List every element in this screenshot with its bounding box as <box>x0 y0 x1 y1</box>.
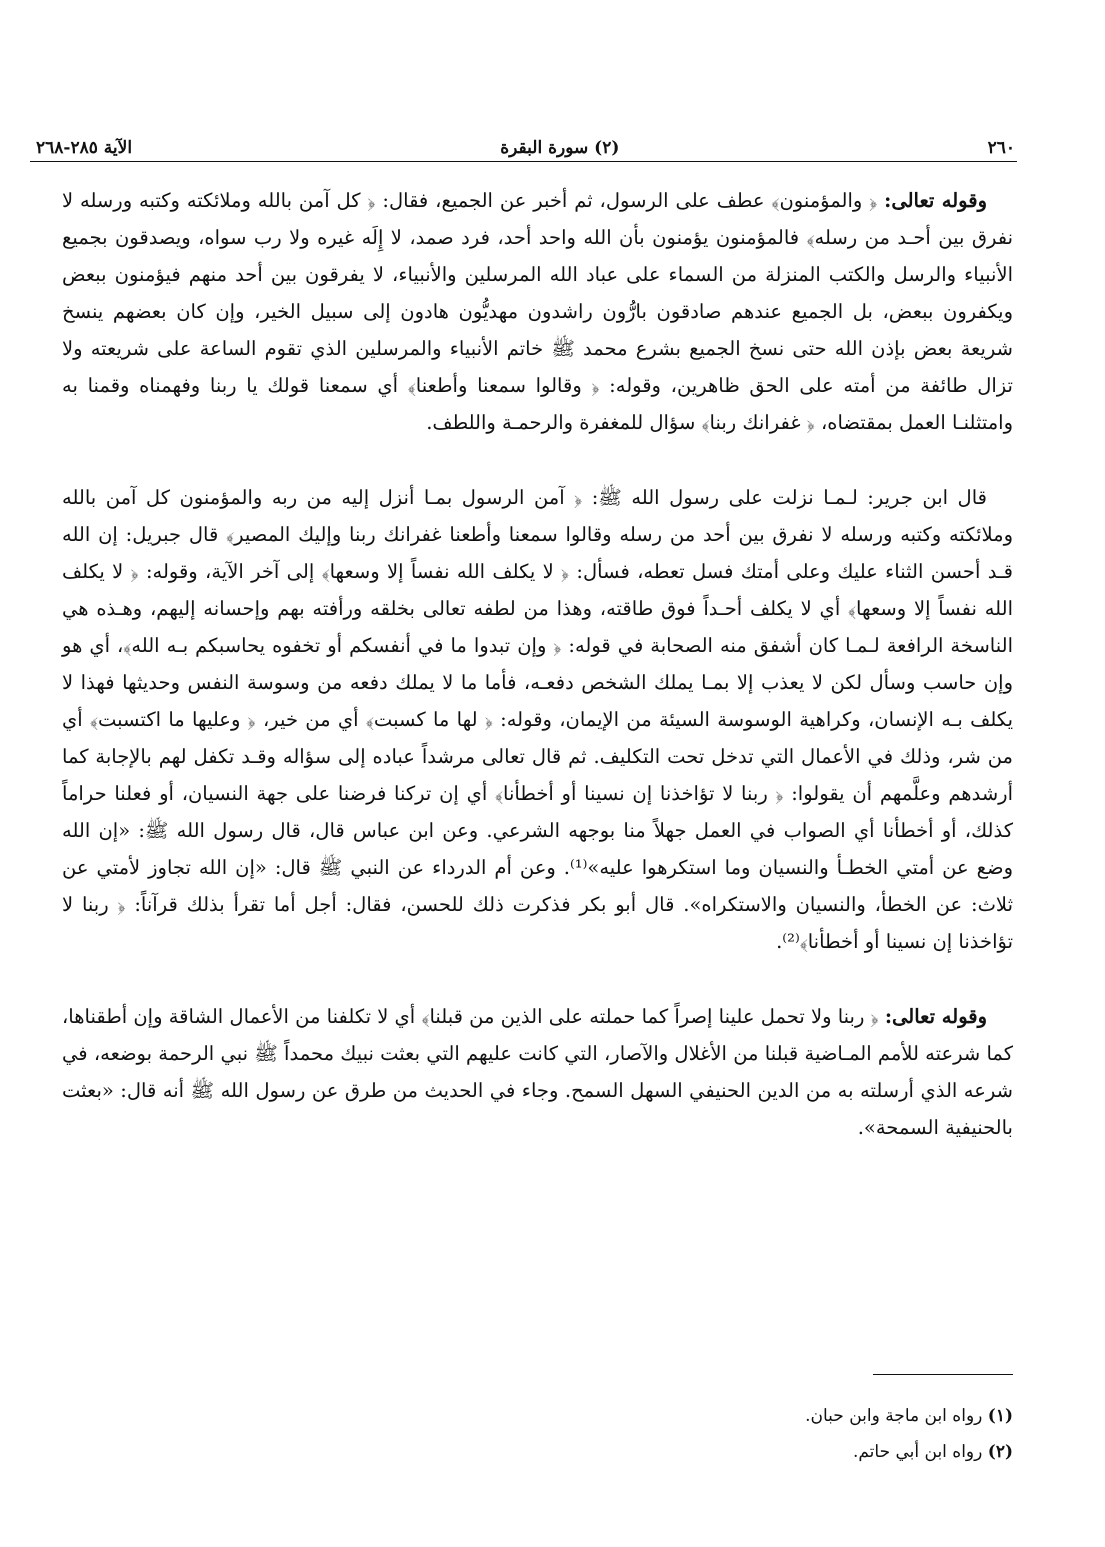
footnote-2 <box>62 1434 1013 1470</box>
paragraph-3 <box>62 998 1013 1146</box>
paragraph-body: قال ابن جرير: لـمـا نزلت على رسول الله ﷺ: ﴿ آمن الرسول بمـا أنزل إليه من ربه والمؤمنون كل آمن بالله وملائكته وكتبه ورسله لا نفرق بين أحد من رسله وقالوا سمعنا وأطعنا غفرانك ربنا وإليك المصير﴾ قال جبريل: إن الله قـد أحسن الثناء عليك وعلى أمتك فسل تعطه، فسأل: ﴿ لا يكلف الله نفساً إلا وسعها﴾ إلى آخر الآية، وقوله: ﴿ لا يكلف الله نفساً إلا وسعها﴾ أي لا يكلف أحـداً فوق طاقته، وهذا من لطفه تعالى بخلقه ورأفته بهم وإحسانه إليهم، وهـذه هي الناسخة الرافعة لـمـا كان أشفق منه الصحابة في قوله: ﴿ وإن تبدوا ما في أنفسكم أو تخفوه يحاسبكم بـه الله﴾، أي هو وإن حاسب وسأل لكن لا يعذب إلا بمـا يملك الشخص دفعـه، فأما ما لا يملك دفعه من وسوسة النفس وحديثها فهذا لا يكلف بـه الإنسان، وكراهية الوسوسة السيئة من الإيمان، وقوله: ﴿ لها ما كسبت﴾ أي من خير، ﴿ وعليها ما اكتسبت﴾ أي من شر، وذلك في الأعمال التي تدخل تحت التكليف. ثم قال تعالى مرشداً عباده إلى سؤاله وقـد تكفل لهم بالإجابة كما أرشدهم وعلَّمهم أن يقولوا: ﴿ ربنا لا تؤاخذنا إن نسينا أو أخطأنا﴾ أي إن تركنا فرضنا على جهة النسيان، أو فعلنا حراماً كذلك، أو أخطأنا أي الصواب في العمل جهلاً منا بوجهه الشرعي. وعن ابن عباس قال، قال رسول الله ﷺ: «إن الله وضع عن أمتي الخطـأ والنسيان وما استكرهوا عليه»⁽¹⁾. وعن أم الدرداء عن النبي ﷺ قال: «إن الله تجاوز لأمتي عن ثلاث: عن الخطأ، والنسيان والاستكراه». قال أبو بكر فذكرت ذلك للحسن، فقال: أجل أما تقرأ بذلك قرآناً: ﴿ ربنا لا تؤاخذنا إن نسينا أو أخطأنا﴾⁽²⁾. <box>62 486 1013 953</box>
footnote-text: رواه ابن ماجة وابن حبان. <box>805 1406 988 1426</box>
paragraph-body: ﴿ والمؤمنون﴾ عطف على الرسول، ثم أخبر عن الجميع، فقال: ﴿ كل آمن بالله وملائكته وكتبه ورسله لا نفرق بين أحـد من رسله﴾ فالمؤمنون يؤمنون بأن الله واحد أحد، فرد صمد، لا إِلَه غيره ولا رب سواه، ويصدقون بجميع الأنبياء والرسل والكتب المنزلة من السماء على عباد الله المرسلين والأنبياء، لا يفرقون بين أحد منهم فيؤمنون ببعض ويكفرون ببعض، بل الجميع عندهم صادقون بارُّون راشدون مهديُّون هادون إلى سبيل الخير، وإن كان بعضهم ينسخ شريعة بعض بإذن الله حتى نسخ الجميع بشرع محمد ﷺ خاتم الأنبياء والمرسلين الذي تقوم الساعة على شريعته ولا تزال طائفة من أمته على الحق ظاهرين، وقوله: ﴿ وقالوا سمعنا وأطعنا﴾ أي سمعنا قولك يا ربنا وفهمناه وقمنا به وامتثلنـا العمل بمقتضاه، ﴿ غفرانك ربنا﴾ سؤال للمغفرة والرحمـة واللطف. <box>62 189 1013 434</box>
verse-range: الآية ٢٨٥-٢٦٨ <box>36 138 133 158</box>
footnote-number: (٢) <box>987 1442 1013 1462</box>
footnote-1 <box>62 1398 1013 1434</box>
paragraph-2 <box>62 479 1013 960</box>
footnote-text: رواه ابن أبي حاتم. <box>852 1442 988 1462</box>
running-header <box>36 128 1015 158</box>
paragraph-1 <box>62 182 1013 441</box>
main-text <box>62 182 1013 1146</box>
paragraph-lead: وقوله تعالى: <box>884 189 987 212</box>
footnotes <box>62 1398 1013 1470</box>
surah-title: (٢) سورة البقرة <box>500 138 620 158</box>
header-divider <box>30 161 1017 162</box>
paragraph-lead: وقوله تعالى: <box>884 1005 988 1028</box>
page-number: ٢٦٠ <box>987 138 1015 158</box>
footnote-number: (١) <box>987 1406 1013 1426</box>
footnote-divider <box>873 1374 1013 1375</box>
paragraph-body: ﴿ ربنا ولا تحمل علينا إصراً كما حملته على الذين من قبلنا﴾ أي لا تكلفنا من الأعمال الشاقة وإن أطقناها، كما شرعته للأمم المـاضية قبلنا من الأغلال والآصار، التي كانت عليهم التي بعثت نبيك محمداً ﷺ نبي الرحمة بوضعه، في شرعه الذي أرسلته به من الدين الحنيفي السهل السمح. وجاء في الحديث من طرق عن رسول الله ﷺ أنه قال: «بعثت بالحنيفية السمحة». <box>62 1005 1013 1139</box>
